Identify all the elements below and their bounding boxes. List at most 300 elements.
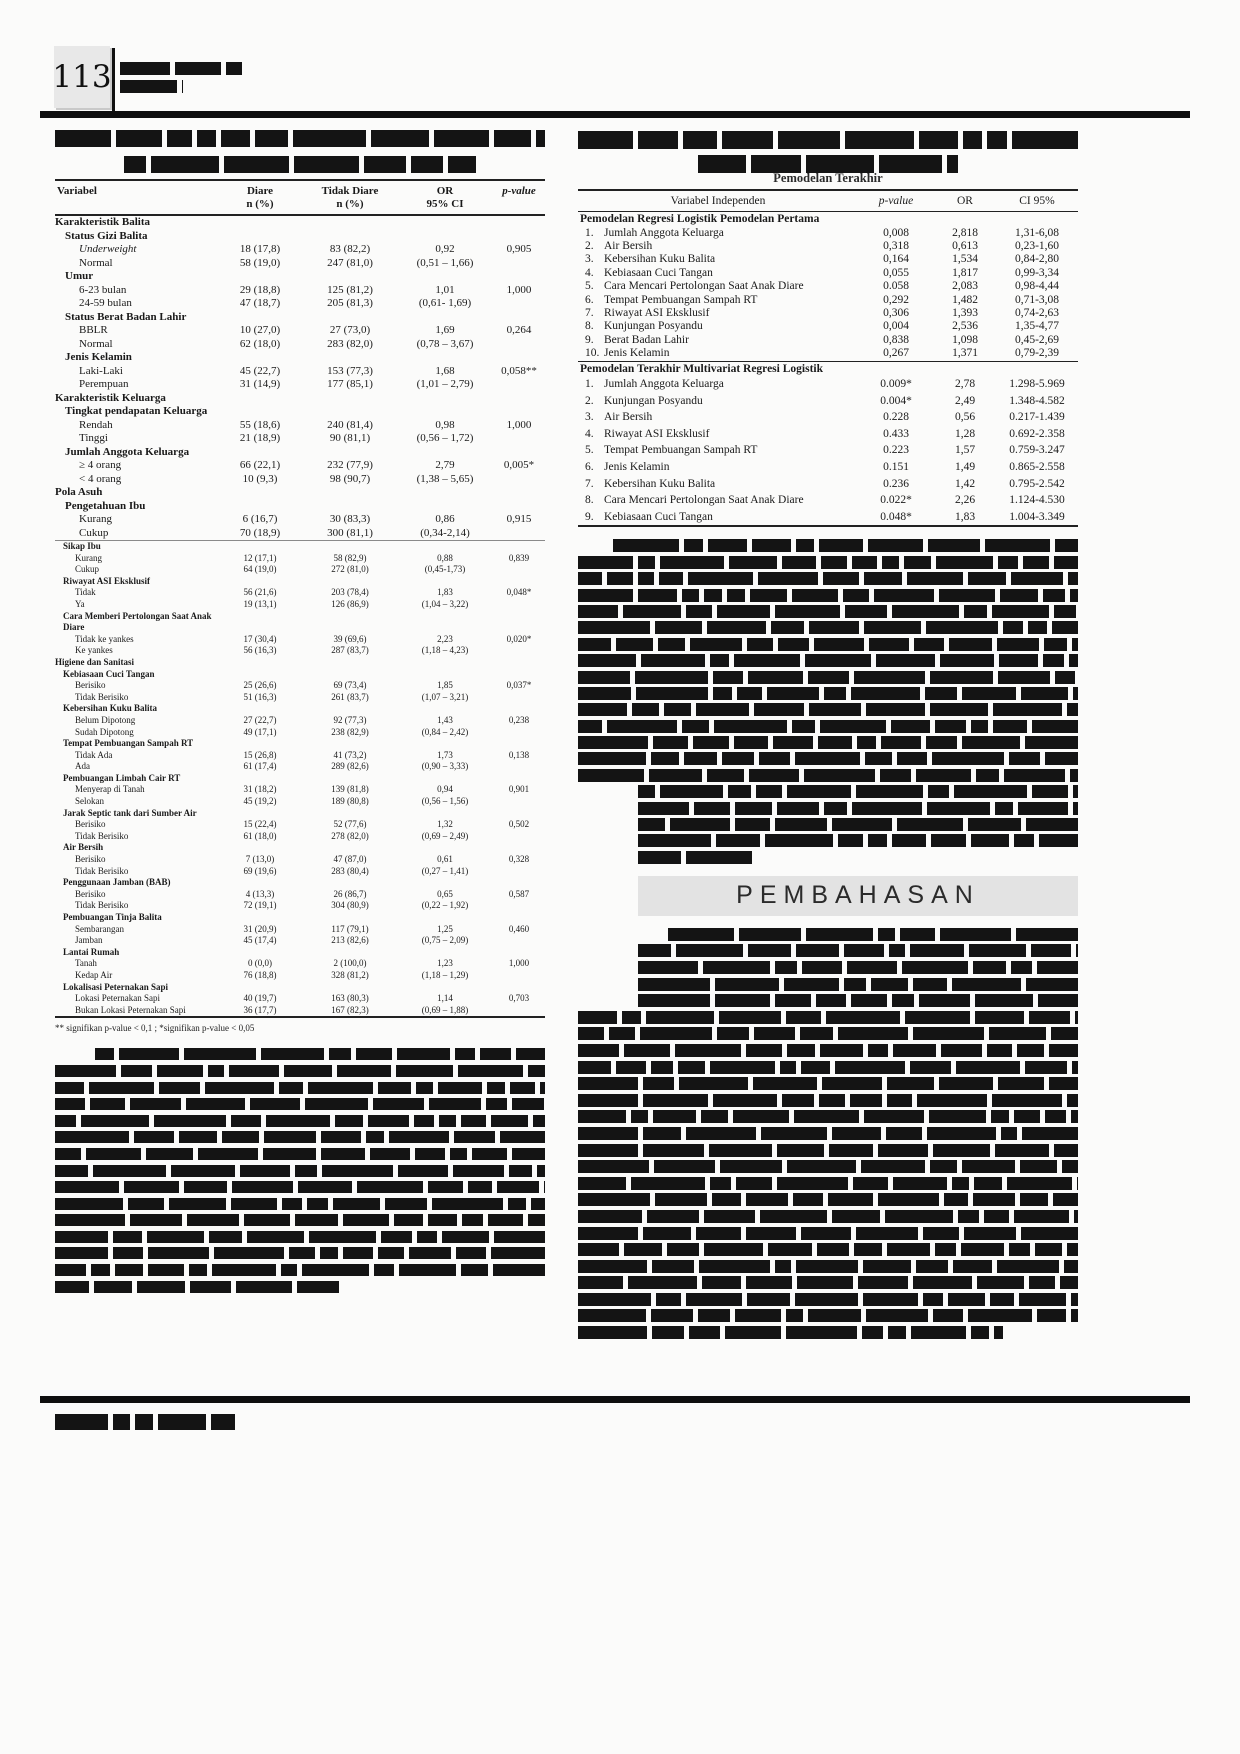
cell-p-value: 0,058** [501,364,537,377]
redacted-text-line [578,752,1078,765]
redaction-bar [399,1264,456,1276]
table-row [55,645,545,657]
redaction-bar [1054,605,1076,618]
redaction-bar [651,752,678,765]
row-label: Jumlah Anggota Keluarga [604,378,724,391]
redaction-bar [411,156,443,173]
redaction-bar [116,130,162,147]
redaction-bar [775,818,828,831]
cell-tidak-diare [303,576,397,588]
redaction-bar [302,1264,369,1276]
redaction-bar [438,1082,482,1094]
table-row [55,993,545,1005]
redaction-bar [704,1210,755,1223]
redaction-bar [113,1231,142,1243]
redaction-bar [987,1044,1012,1057]
redacted-text-line [578,638,1078,651]
cell-or [397,351,493,365]
cell-or: 1,68 [435,364,455,377]
table-row [55,216,545,230]
cell-variable [578,227,858,240]
cell-tidak-diare [303,541,397,553]
redaction-bar [659,572,683,585]
cell-diare [217,230,303,244]
redaction-bar [845,605,887,618]
cell-diare [217,947,303,959]
redaction-bar [684,539,703,552]
redacted-text-line [578,654,1078,667]
cell-diare [217,912,303,924]
redaction-bar [55,1065,116,1077]
redaction-bar [453,1165,504,1177]
redaction-bar [186,1098,245,1110]
redaction-bar [995,1144,1049,1157]
redaction-bar [578,769,644,782]
redaction-bar [321,1148,365,1160]
cell-or [397,842,493,854]
discussion-heading: PEMBAHASAN [736,881,980,910]
table-row [55,680,545,692]
cell-or [397,947,493,959]
cell-variable: Tempat Pembuangan Sampah RT [63,738,194,749]
redaction-bar [368,1115,408,1127]
cell-variable [578,253,858,266]
redacted-text-line [578,1326,1003,1339]
redaction-bar [394,1214,423,1226]
row-number: 6. [585,293,594,306]
redaction-bar [1026,978,1078,991]
redaction-bar [654,1160,715,1173]
cell-p-value: 0,238 [508,714,530,725]
redaction-bar [893,1177,946,1190]
redaction-bar [510,1082,535,1094]
redaction-bar [713,687,731,700]
redacted-text-line [578,1293,1078,1306]
redaction-bar [1073,687,1078,700]
redaction-bar [1069,654,1078,667]
redaction-bar [968,818,1021,831]
cell-or: 1,49 [954,461,976,474]
cell-or [397,877,493,889]
redaction-bar [923,1227,959,1240]
redaction-bar [851,994,887,1007]
redaction-bar [787,785,851,798]
redaction-bar [493,1264,545,1276]
cell-diare: 18 (17,8) [239,243,281,255]
redaction-bar [913,978,947,991]
row-number: 2. [585,394,594,407]
redaction-bar [631,1110,648,1123]
redacted-text-line [578,1077,1078,1090]
column-header-line: Diare [246,185,274,197]
redaction-bar [882,556,899,569]
redaction-bar [800,1027,833,1040]
redaction-bar [651,1061,673,1074]
redaction-bar [879,155,943,173]
redaction-bar [578,589,633,602]
redaction-bar [935,1243,956,1256]
cell-p-value [493,432,545,446]
cell-or: 1,83 [437,587,453,598]
redaction-bar [993,720,1026,733]
redaction-bar [933,1309,963,1322]
cell-or: 2,536 [952,320,978,333]
redaction-bar [902,961,969,974]
cell-variable: Ada [75,761,90,772]
row-number: 7. [585,306,594,319]
redaction-bar [429,1098,481,1110]
redaction-bar [704,1243,763,1256]
redaction-bar [694,802,730,815]
redaction-bar [916,769,971,782]
redaction-bar [997,1260,1059,1273]
redaction-bar [792,720,816,733]
table2-caption-redacted-line1 [578,131,1078,149]
redaction-bar [940,928,1011,941]
redaction-bar [686,1293,743,1306]
cell-or: (1,38 – 5,65) [416,472,474,485]
redacted-text-line [638,978,1078,991]
redaction-bar [1007,1177,1072,1190]
redaction-bar [209,1231,242,1243]
redaction-bar [1011,961,1032,974]
redaction-bar [55,1148,81,1160]
cell-diare [217,270,303,284]
redacted-text-line [55,1065,545,1077]
redaction-bar [643,1144,704,1157]
cell-or [397,773,493,785]
table1-footnote: ** signifikan p-value < 0,1 ; *signifikan p-value < 0,05 [55,1023,255,1034]
cell-diare: 7 (13,0) [245,854,275,865]
cell-variable: 24-59 bulan [79,297,132,309]
cell-tidak-diare: 328 (81,2) [331,969,369,980]
redaction-bar [1023,556,1048,569]
cell-variable [578,240,858,253]
cell-diare: 55 (18,6) [239,418,281,431]
redaction-bar [1070,589,1078,602]
redacted-text-line [55,1231,545,1243]
redaction-bar [1009,752,1040,765]
cell-p-value: 0,328 [508,854,530,865]
cell-or: (1,18 – 4,23) [421,645,469,656]
redacted-text-line [638,851,752,864]
redaction-bar [712,1193,741,1206]
cell-variable: Lantai Rumah [63,946,120,957]
redaction-bar [442,1231,490,1243]
cell-or: (0,69 – 2,49) [421,830,469,841]
row-label: Kunjungan Posyandu [604,320,703,333]
redaction-bar [189,1264,208,1276]
cell-p-value: 0,055 [883,266,909,279]
redaction-bar [746,1193,788,1206]
cell-diare: 4 (13,3) [245,888,275,899]
redaction-bar [771,621,805,634]
cell-or: (0,51 – 1,66) [416,256,474,269]
cell-tidak-diare: 272 (81,0) [331,564,369,575]
redaction-bar [653,1110,696,1123]
redaction-bar [690,638,742,651]
cell-or [397,230,493,244]
table-row [578,376,1078,393]
redaction-bar [971,1326,989,1339]
redacted-text-line [578,1027,1078,1040]
redaction-bar [169,1198,226,1210]
regression-table [578,189,1078,527]
cell-variable: Jamban [75,935,103,946]
cell-tidak-diare: 90 (81,1) [329,432,371,444]
redaction-bar [688,572,753,585]
redacted-text-line [638,834,1078,847]
redaction-bar [389,1131,449,1143]
redaction-bar [754,1027,795,1040]
cell-p-value [493,230,545,244]
cell-p-value: 0.433 [883,427,909,440]
redaction-bar [734,654,800,667]
redaction-bar [624,1243,661,1256]
redaction-bar [1028,621,1048,634]
redaction-bar [874,589,933,602]
redacted-text-line [578,621,1078,634]
redacted-text-line [668,928,1078,941]
redaction-bar [984,1210,1009,1223]
cell-p-value [493,669,545,681]
redaction-bar [289,1247,315,1259]
cell-variable: Kebiasaan Cuci Tangan [63,668,155,679]
table-row [55,692,545,704]
redacted-text-line [578,671,1078,684]
redaction-bar [911,1326,966,1339]
redaction-bar [1070,769,1078,782]
table-row [55,599,545,611]
redaction-bar [925,687,956,700]
redaction-bar [90,1098,125,1110]
cell-variable: Lokalisasi Peternakan Sapi [63,981,169,992]
table-row [578,267,1078,280]
redaction-bar [746,1276,792,1289]
cell-variable: Sembarangan [75,923,124,934]
redaction-bar [707,621,766,634]
cell-diare: 31 (14,9) [239,378,281,390]
table-row [55,808,545,820]
redaction-bar [607,720,677,733]
redaction-bar [121,1065,153,1077]
cell-p-value: 0,306 [883,306,909,319]
table-row [55,669,545,681]
redaction-bar [852,556,878,569]
cell-diare [217,982,303,994]
cell-or [397,657,493,669]
redaction-bar [1043,589,1064,602]
cell-or: 1,098 [952,333,978,346]
cell-p-value [493,796,545,808]
redaction-bar [1051,1027,1078,1040]
cell-or [397,703,493,715]
redaction-bar [578,1326,647,1339]
redaction-bar [578,1011,617,1024]
row-number: 4. [585,427,594,440]
cell-p-value: 0,164 [883,253,909,266]
redaction-bar [638,851,681,864]
redaction-bar [707,769,744,782]
cell-p-value [493,808,545,820]
redaction-bar [624,1044,670,1057]
cell-diare: 6 (16,7) [242,513,278,525]
redaction-bar [638,785,655,798]
cell-variable: Normal [79,256,113,269]
redaction-bar [850,1094,882,1107]
redaction-bar [844,944,884,957]
redacted-text-line [578,1309,1078,1322]
cell-diare [217,541,303,553]
redacted-text-line [55,1165,545,1177]
table-row [55,750,545,762]
cell-tidak-diare: 189 (80,8) [331,796,369,807]
redaction-bar [646,1011,714,1024]
cell-variable: ≥ 4 orang [79,459,122,471]
redaction-bar [928,539,980,552]
cell-variable: Kurang [75,552,102,563]
cell-p-value [493,900,545,912]
cell-diare [217,669,303,681]
redaction-bar [454,1131,495,1143]
cell-tidak-diare: 126 (86,9) [331,598,369,609]
redaction-bar [854,671,925,684]
redacted-text-line [120,62,242,75]
redaction-bar [878,1193,939,1206]
column-header-line: Tidak Diare [321,185,379,197]
cell-or: 1,83 [954,510,976,523]
redaction-bar [786,1326,857,1339]
redaction-bar [992,605,1049,618]
cell-or: (0,56 – 1,72) [416,432,474,444]
row-label: Jenis Kelamin [604,461,670,474]
cell-tidak-diare [303,351,397,365]
redaction-bar [578,1044,619,1057]
cell-variable: Underweight [79,243,137,255]
redaction-bar [631,1177,705,1190]
cell-or [397,541,493,553]
redaction-bar [780,1061,796,1074]
table-row [55,513,545,527]
cell-p-value: 0,037* [506,680,532,691]
column-header-subline: n (%) [336,198,364,210]
redaction-bar [702,1276,741,1289]
redaction-bar [1029,1011,1070,1024]
redaction-bar [1018,802,1068,815]
cell-tidak-diare: 58 (82,9) [333,552,367,563]
redaction-bar [578,1276,623,1289]
redaction-bar [786,1309,803,1322]
redacted-text-line [578,556,1078,569]
redaction-bar [175,62,221,75]
table-row [55,738,545,750]
redaction-bar [450,1148,467,1160]
redaction-bar [488,1214,523,1226]
table-row [55,576,545,588]
redaction-bar [578,1027,604,1040]
cell-variable: Status Berat Badan Lahir [65,310,187,323]
cell-p-value [493,576,545,588]
diare-table-body-part2 [55,540,545,1016]
cell-diare [217,392,303,406]
redaction-bar [917,1094,986,1107]
redaction-bar [963,131,982,149]
row-number: 1. [585,378,594,391]
cell-or: 0,94 [437,784,453,795]
cell-or [397,611,493,634]
cell-diare: 66 (22,1) [239,459,281,471]
redacted-text-line [578,1144,1078,1157]
redaction-bar [578,1061,611,1074]
cell-variable [578,409,858,426]
table-row [55,947,545,959]
cell-or: 1,371 [952,347,978,360]
redaction-bar [868,539,923,552]
redaction-bar [826,1011,900,1024]
redaction-bar [86,1148,142,1160]
cell-or: 1,57 [954,444,976,457]
cell-tidak-diare: 69 (73,4) [333,680,367,691]
redaction-bar [55,1131,129,1143]
redaction-bar [856,1227,918,1240]
redaction-bar [1071,1309,1078,1322]
redaction-bar [933,1144,990,1157]
redacted-text-line [578,131,1078,149]
redaction-bar [578,1293,651,1306]
cell-variable [578,347,858,360]
cell-p-value [493,541,545,553]
cell-diare: 69 (19,6) [243,865,277,876]
redaction-bar [190,1281,231,1293]
redaction-bar [888,1326,906,1339]
cell-p-value: 0.004* [880,394,912,407]
cell-or: 0,613 [952,239,978,252]
redacted-text-line [578,1160,1078,1173]
redaction-bar [120,62,170,75]
redaction-bar [409,1247,451,1259]
table-row [55,924,545,936]
redaction-bar [284,1065,332,1077]
redacted-text-line [578,769,1078,782]
cell-variable: Pengetahuan Ibu [65,499,146,512]
redaction-bar [881,736,921,749]
redaction-bar [777,1144,824,1157]
cell-tidak-diare [303,773,397,785]
redaction-bar [820,720,886,733]
redaction-bar [528,1214,545,1226]
redaction-bar [796,1260,857,1273]
redaction-bar [824,687,845,700]
redaction-bar [578,1193,650,1206]
cell-p-value: 0.048* [880,510,912,523]
cell-diare: 0 (0,0) [248,958,272,969]
cell-or: (1,01 – 2,79) [416,378,474,390]
redacted-text-line [578,1210,1078,1223]
row-number: 5. [585,280,594,293]
redacted-text-line [55,1082,545,1094]
cell-variable: Ya [75,598,85,609]
cell-diare: 70 (18,9) [239,526,281,539]
table-row [55,297,545,311]
cell-p-value: 0.022* [880,494,912,507]
redaction-bar [809,703,861,716]
redaction-bar [638,572,654,585]
journal-header-redacted [120,62,242,98]
cell-p-value: 1,000 [506,283,532,296]
redaction-bar [55,1082,84,1094]
redaction-bar [244,1214,290,1226]
redaction-bar [887,1243,930,1256]
